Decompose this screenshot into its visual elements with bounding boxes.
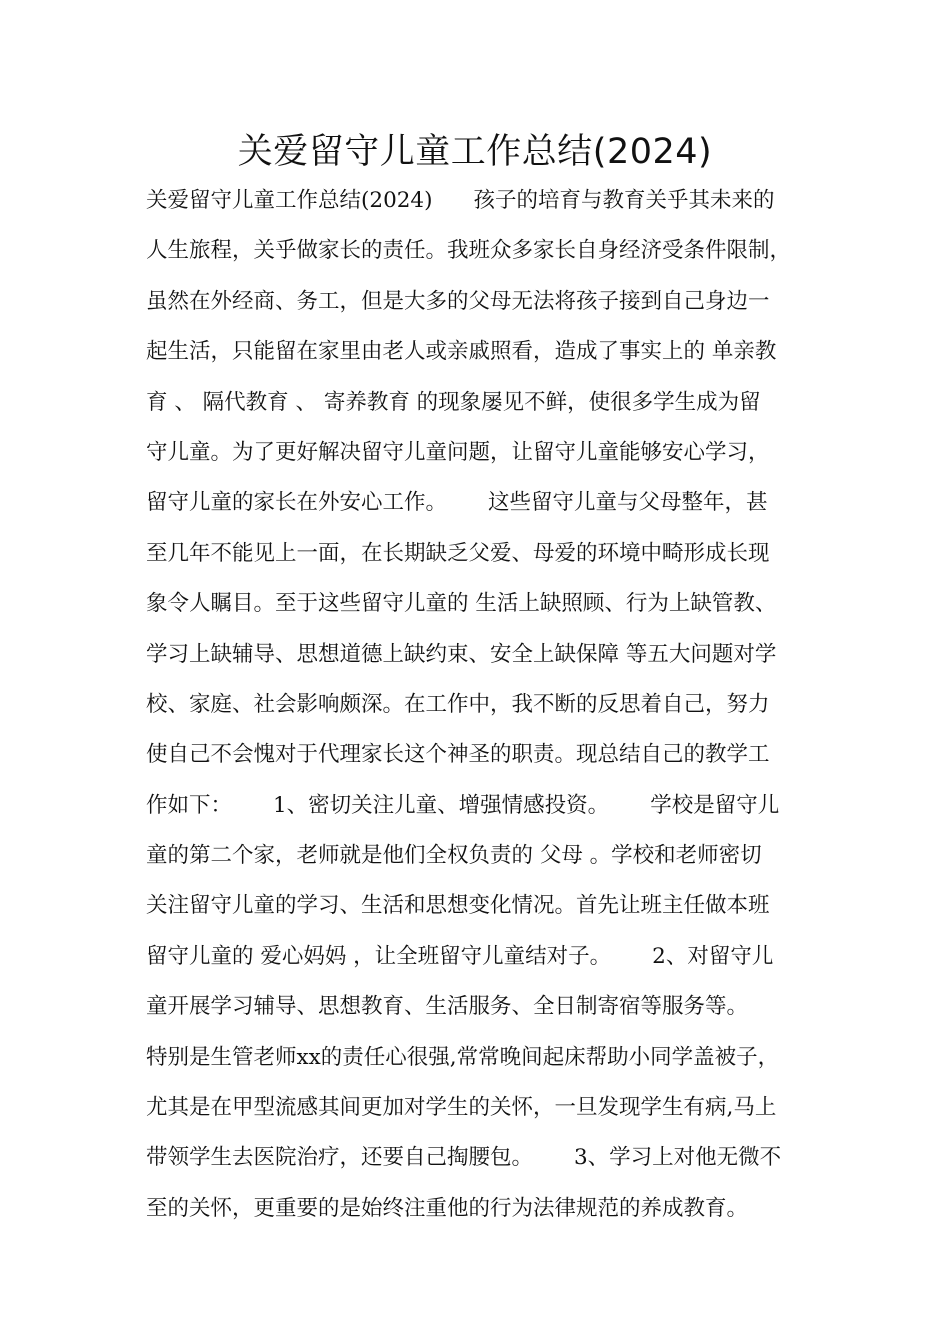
body-line: 带领学生去医院治疗，还要自己掏腰包。 3、学习上对他无微不	[146, 1145, 782, 1171]
body-line: 校、家庭、社会影响颇深。在工作中，我不断的反思着自己，努力	[146, 691, 770, 717]
body-line: 童的第二个家，老师就是他们全权负责的 父母 。学校和老师密切	[146, 843, 762, 869]
body-line: 关注留守儿童的学习、生活和思想变化情况。首先让班主任做本班	[146, 893, 770, 919]
body-line: 特别是生管老师xx的责任心很强,常常晚间起床帮助小同学盖被子，	[146, 1044, 780, 1070]
body-line: 留守儿童的家长在外安心工作。 这些留守儿童与父母整年，甚	[146, 490, 768, 516]
body-line: 守儿童。为了更好解决留守儿童问题，让留守儿童能够安心学习，	[146, 439, 770, 465]
body-line: 留守儿童的 爱心妈妈 ，让全班留守儿童结对子。 2、对留守儿	[146, 943, 774, 969]
body-line: 育 、 隔代教育 、 寄养教育 的现象屡见不鲜，使很多学生成为留	[146, 389, 761, 415]
body-line: 作如下： 1、密切关注儿童、增强情感投资。 学校是留守儿	[146, 792, 780, 818]
body-line: 学习上缺辅导、思想道德上缺约束、安全上缺保障 等五大问题对学	[146, 641, 777, 667]
body-line: 至的关怀，更重要的是始终注重他的行为法律规范的养成教育。	[146, 1195, 749, 1221]
body-line: 起生活，只能留在家里由老人或亲戚照看，造成了事实上的 单亲教	[146, 339, 777, 365]
document-title: 关爱留守儿童工作总结(2024)	[237, 132, 713, 172]
body-line: 关爱留守儿童工作总结(2024) 孩子的培育与教育关乎其未来的	[146, 188, 775, 213]
body-line: 使自己不会愧对于代理家长这个神圣的职责。现总结自己的教学工	[146, 742, 770, 768]
body-line: 尤其是在甲型流感其间更加对学生的关怀，一旦发现学生有病,马上	[146, 1095, 777, 1121]
body-line: 人生旅程，关乎做家长的责任。我班众多家长自身经济受条件限制，	[146, 238, 792, 264]
body-line: 象令人瞩目。至于这些留守儿童的 生活上缺照顾、行为上缺管教、	[146, 591, 777, 617]
body-line: 虽然在外经商、务工，但是大多的父母无法将孩子接到自己身边一	[146, 288, 770, 314]
body-line: 至几年不能见上一面，在长期缺乏父爱、母爱的环境中畸形成长现	[146, 540, 770, 566]
document-body	[146, 176, 816, 1234]
body-line: 童开展学习辅导、思想教育、生活服务、全日制寄宿等服务等。	[146, 994, 749, 1020]
